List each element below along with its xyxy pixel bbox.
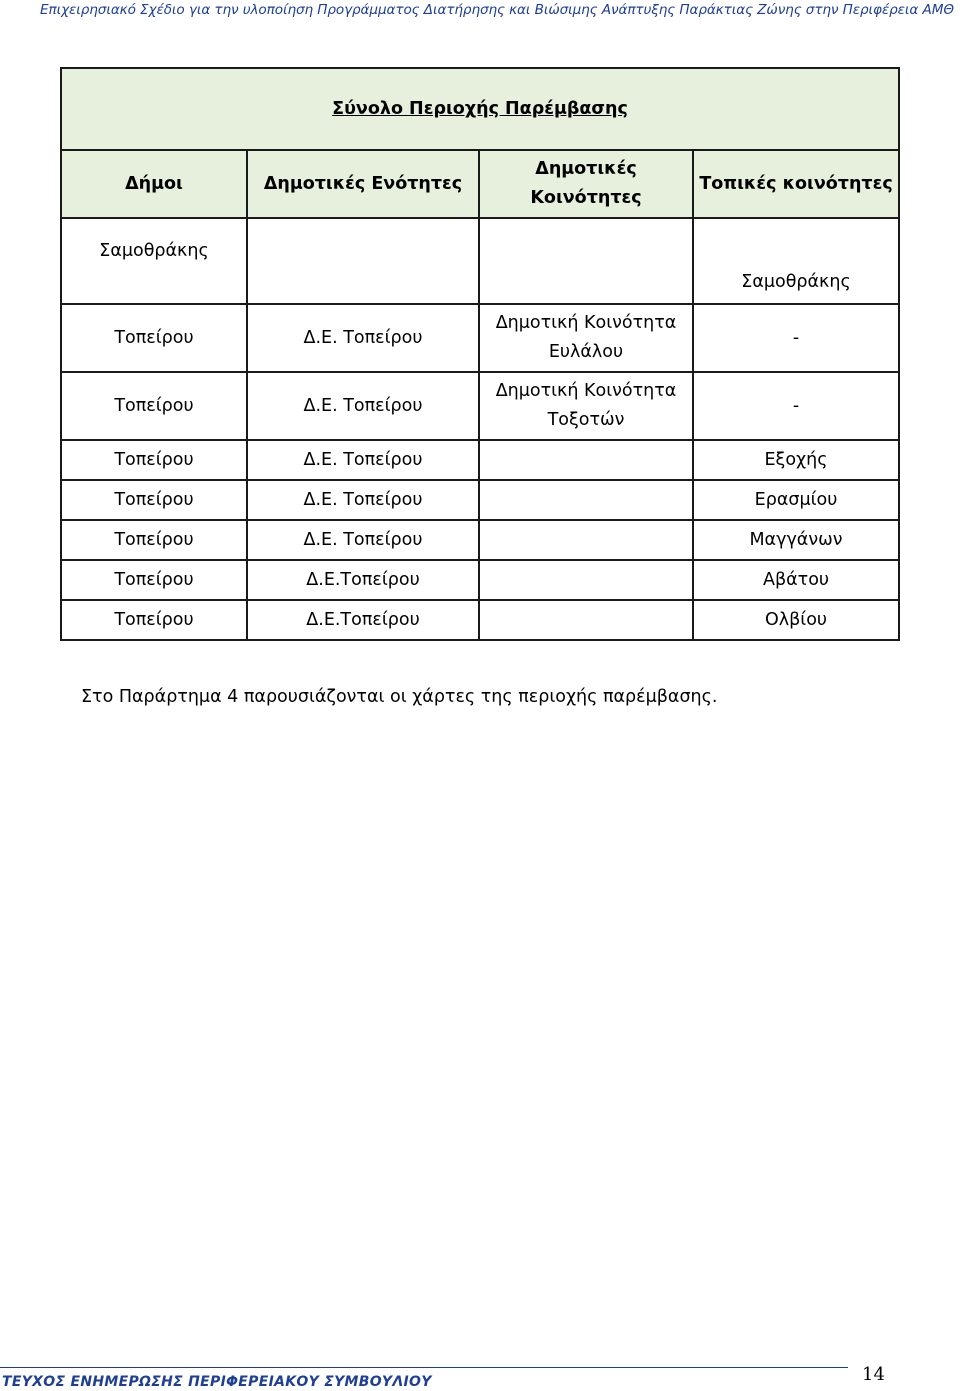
- page-number: 14: [862, 1364, 885, 1385]
- table-cell: -: [693, 372, 899, 440]
- table-row: [61, 480, 899, 520]
- table-cell: Δ.Ε.Τοπείρου: [247, 560, 479, 600]
- intervention-area-table: [60, 67, 900, 641]
- table-cell: [479, 480, 693, 520]
- table-cell: Δημοτική Κοινότητα Ευλάλου: [479, 304, 693, 372]
- table-row: [61, 440, 899, 480]
- table-cell: [479, 600, 693, 640]
- table-header-row: [61, 150, 899, 218]
- table-cell: Δ.Ε. Τοπείρου: [247, 520, 479, 560]
- table-cell: Τοπείρου: [61, 440, 247, 480]
- table-cell: Σαμοθράκης: [693, 218, 899, 304]
- table-row: [61, 600, 899, 640]
- table-cell: Μαγγάνων: [693, 520, 899, 560]
- table-cell: Δ.Ε. Τοπείρου: [247, 440, 479, 480]
- table-cell: Τοπείρου: [61, 480, 247, 520]
- table-row: [61, 560, 899, 600]
- column-header: Δήμοι: [61, 150, 247, 218]
- body-paragraph: Στο Παράρτημα 4 παρουσιάζονται οι χάρτες της περιοχής παρέμβασης.: [81, 687, 718, 707]
- table-cell: Ολβίου: [693, 600, 899, 640]
- table-cell: Εξοχής: [693, 440, 899, 480]
- table-cell: Δ.Ε.Τοπείρου: [247, 600, 479, 640]
- table-cell: Τοπείρου: [61, 560, 247, 600]
- table-cell: Δ.Ε. Τοπείρου: [247, 480, 479, 520]
- table-cell: -: [693, 304, 899, 372]
- table-row: [61, 304, 899, 372]
- table-cell: [479, 520, 693, 560]
- table-cell: Τοπείρου: [61, 304, 247, 372]
- table-cell: [479, 560, 693, 600]
- running-header: Επιχειρησιακό Σχέδιο για την υλοποίηση Προγράμματος Διατήρησης και Βιώσιμης Ανάπτυξης Παράκτιας Ζώνης στην Περιφέρεια ΑΜΘ: [40, 2, 954, 18]
- table-cell: Δ.Ε. Τοπείρου: [247, 304, 479, 372]
- table-cell: [247, 218, 479, 304]
- table-cell: Τοπείρου: [61, 520, 247, 560]
- table-cell: Σαμοθράκης: [61, 218, 247, 304]
- column-header: Τοπικές κοινότητες: [693, 150, 899, 218]
- table-row: [61, 372, 899, 440]
- table-cell: [479, 218, 693, 304]
- table-cell: Αβάτου: [693, 560, 899, 600]
- table-cell: Τοπείρου: [61, 600, 247, 640]
- table-title: Σύνολο Περιοχής Παρέμβασης: [61, 68, 899, 150]
- table-cell: Ερασμίου: [693, 480, 899, 520]
- table-cell: [479, 440, 693, 480]
- footer-divider: [0, 1367, 848, 1368]
- table-row: [61, 218, 899, 304]
- table-cell: Δημοτική Κοινότητα Τοξοτών: [479, 372, 693, 440]
- column-header: Δημοτικές Ενότητες: [247, 150, 479, 218]
- footer-title: ΤΕΥΧΟΣ ΕΝΗΜΕΡΩΣΗΣ ΠΕΡΙΦΕΡΕΙΑΚΟΥ ΣΥΜΒΟΥΛΙΟΥ: [2, 1374, 432, 1390]
- table-row: [61, 520, 899, 560]
- table-cell: Τοπείρου: [61, 372, 247, 440]
- table-cell: Δ.Ε. Τοπείρου: [247, 372, 479, 440]
- column-header: Δημοτικές Κοινότητες: [479, 150, 693, 218]
